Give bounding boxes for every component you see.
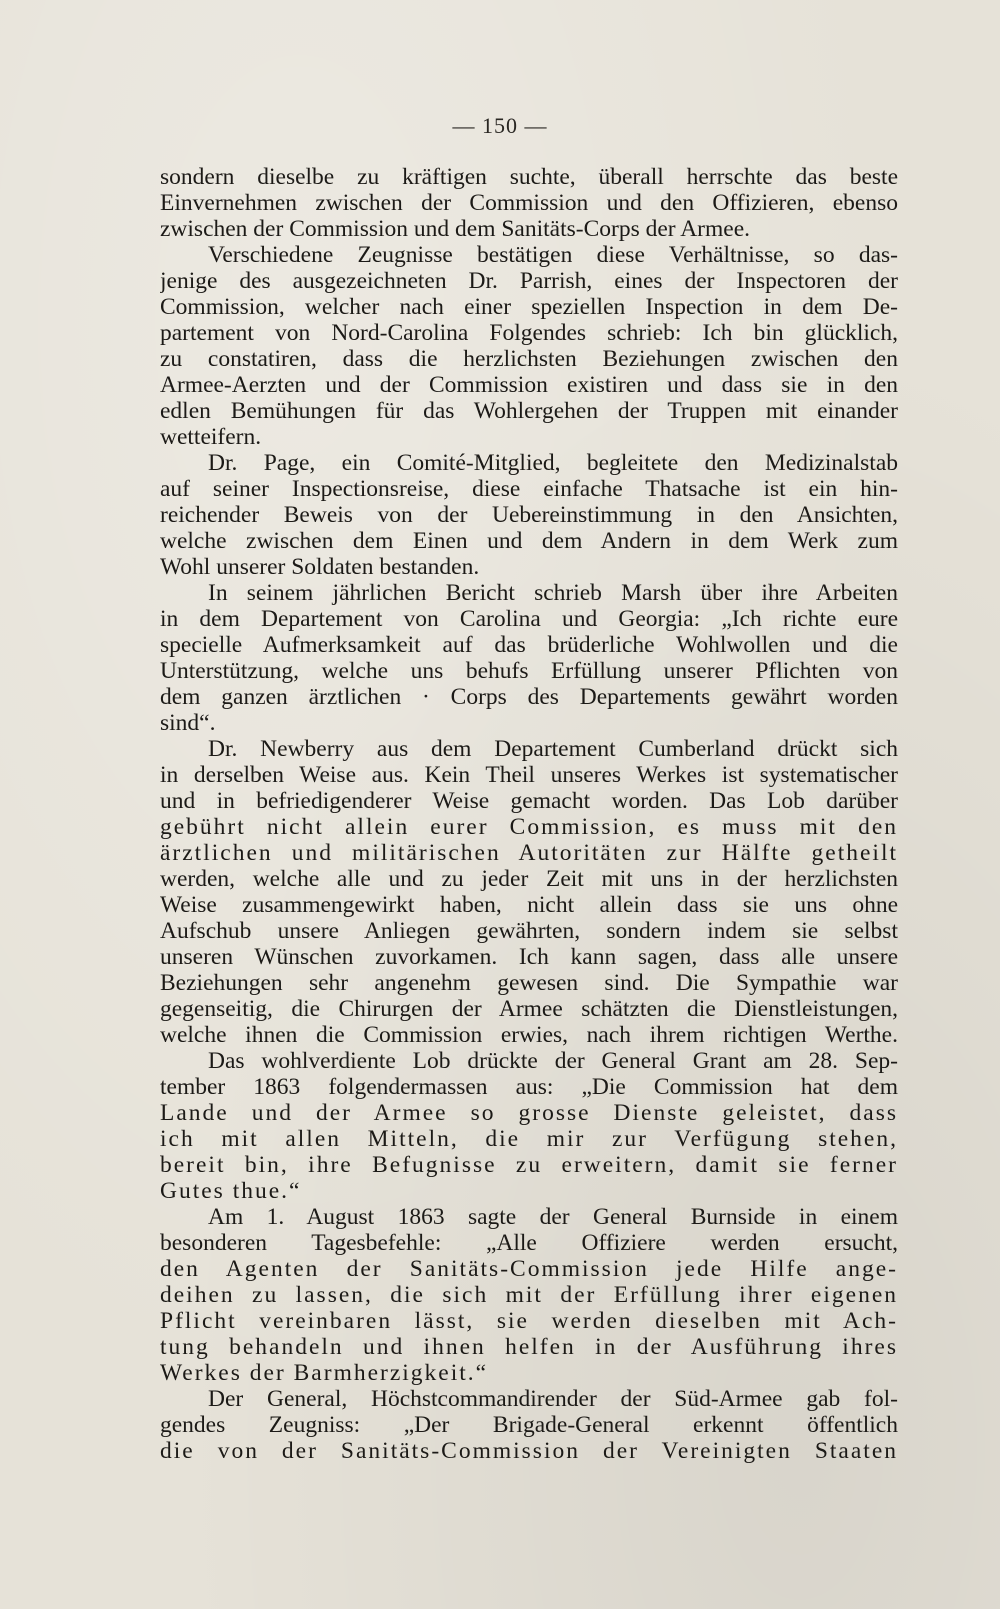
text-line: ärztlichen und militärischen Autoritäten zur Hälfte getheilt	[160, 840, 898, 866]
text-line: werden, welche alle und zu jeder Zeit mit uns in der herzlichsten	[160, 866, 898, 892]
text-line: Wohl unserer Soldaten bestanden.	[160, 554, 480, 580]
text-line: In seinem jährlichen Bericht schrieb Marsh über ihre Arbeiten	[208, 580, 898, 606]
text-line: Verschiedene Zeugnisse bestätigen diese Verhältnisse, so das-	[208, 242, 898, 268]
text-line: bereit bin, ihre Befugnisse zu erweitern, damit sie ferner	[160, 1152, 898, 1178]
page-header: — 150 —	[452, 113, 548, 138]
text-line: Beziehungen sehr angenehm gewesen sind. Die Sympathie war	[160, 970, 898, 996]
text-line: reichender Beweis von der Uebereinstimmung in den Ansichten,	[160, 502, 898, 528]
text-line: in derselben Weise aus. Kein Theil unseres Werkes ist systematischer	[160, 762, 898, 788]
text-line: sind“.	[160, 710, 216, 736]
text-line: Aufschub unsere Anliegen gewährten, sondern indem sie selbst	[160, 918, 898, 944]
text-line: in dem Departement von Carolina und Georgia: „Ich richte eure	[160, 606, 898, 632]
text-line: partement von Nord-Carolina Folgendes schrieb: Ich bin glücklich,	[160, 320, 898, 346]
body-text	[160, 164, 898, 1464]
text-line: und in befriedigenderer Weise gemacht worden. Das Lob darüber	[160, 788, 898, 814]
text-line: tember 1863 folgendermassen aus: „Die Commission hat dem	[160, 1074, 898, 1100]
text-line: jenige des ausgezeichneten Dr. Parrish, eines der Inspectoren der	[160, 268, 898, 294]
text-line: Lande und der Armee so grosse Dienste geleistet, dass	[160, 1100, 898, 1126]
text-line: Der General, Höchstcommandirender der Süd-Armee gab fol-	[208, 1386, 898, 1412]
text-line: dem ganzen ärztlichen · Corps des Departements gewährt worden	[160, 684, 898, 710]
text-line: welche ihnen die Commission erwies, nach ihrem richtigen Werthe.	[160, 1022, 898, 1048]
text-line: Einvernehmen zwischen der Commission und den Offizieren, ebenso	[160, 190, 898, 216]
text-line: Weise zusammengewirkt haben, nicht allein dass sie uns ohne	[160, 892, 898, 918]
text-line: Unterstützung, welche uns behufs Erfüllung unserer Pflichten von	[160, 658, 898, 684]
text-line: besonderen Tagesbefehle: „Alle Offiziere werden ersucht,	[160, 1230, 898, 1256]
text-line: Werkes der Barmherzigkeit.“	[160, 1360, 489, 1386]
text-line: Dr. Newberry aus dem Departement Cumberland drückt sich	[208, 736, 898, 762]
text-line: Gutes thue.“	[160, 1178, 302, 1204]
text-line: edlen Bemühungen für das Wohlergehen der Truppen mit einander	[160, 398, 898, 424]
text-line: unseren Wünschen zuvorkamen. Ich kann sagen, dass alle unsere	[160, 944, 898, 970]
text-line: Am 1. August 1863 sagte der General Burnside in einem	[208, 1204, 898, 1230]
text-line: zwischen der Commission und dem Sanitäts-Corps der Armee.	[160, 216, 751, 242]
text-line: den Agenten der Sanitäts-Commission jede Hilfe ange-	[160, 1256, 898, 1282]
text-line: specielle Aufmerksamkeit auf das brüderliche Wohlwollen und die	[160, 632, 898, 658]
text-line: gegenseitig, die Chirurgen der Armee schätzten die Dienstleistungen,	[160, 996, 898, 1022]
text-line: sondern dieselbe zu kräftigen suchte, überall herrschte das beste	[160, 164, 898, 190]
text-line: tung behandeln und ihnen helfen in der Ausführung ihres	[160, 1334, 898, 1360]
text-line: auf seiner Inspectionsreise, diese einfache Thatsache ist ein hin-	[160, 476, 898, 502]
text-line: gebührt nicht allein eurer Commission, es muss mit den	[160, 814, 898, 840]
text-line: Das wohlverdiente Lob drückte der General Grant am 28. Sep-	[208, 1048, 898, 1074]
text-line: die von der Sanitäts-Commission der Vereinigten Staaten	[160, 1438, 898, 1464]
text-line: gendes Zeugniss: „Der Brigade-General erkennt öffentlich	[160, 1412, 898, 1438]
text-line: ich mit allen Mitteln, die mir zur Verfügung stehen,	[160, 1126, 898, 1152]
text-line: Dr. Page, ein Comité-Mitglied, begleitete den Medizinalstab	[208, 450, 898, 476]
text-line: deihen zu lassen, die sich mit der Erfüllung ihrer eigenen	[160, 1282, 898, 1308]
text-line: zu constatiren, dass die herzlichsten Beziehungen zwischen den	[160, 346, 898, 372]
text-line: wetteifern.	[160, 424, 262, 450]
text-line: Armee-Aerzten und der Commission existiren und dass sie in den	[160, 372, 898, 398]
text-line: Pflicht vereinbaren lässt, sie werden dieselben mit Ach-	[160, 1308, 898, 1334]
text-line: welche zwischen dem Einen und dem Andern in dem Werk zum	[160, 528, 898, 554]
text-line: Commission, welcher nach einer speziellen Inspection in dem De-	[160, 294, 898, 320]
